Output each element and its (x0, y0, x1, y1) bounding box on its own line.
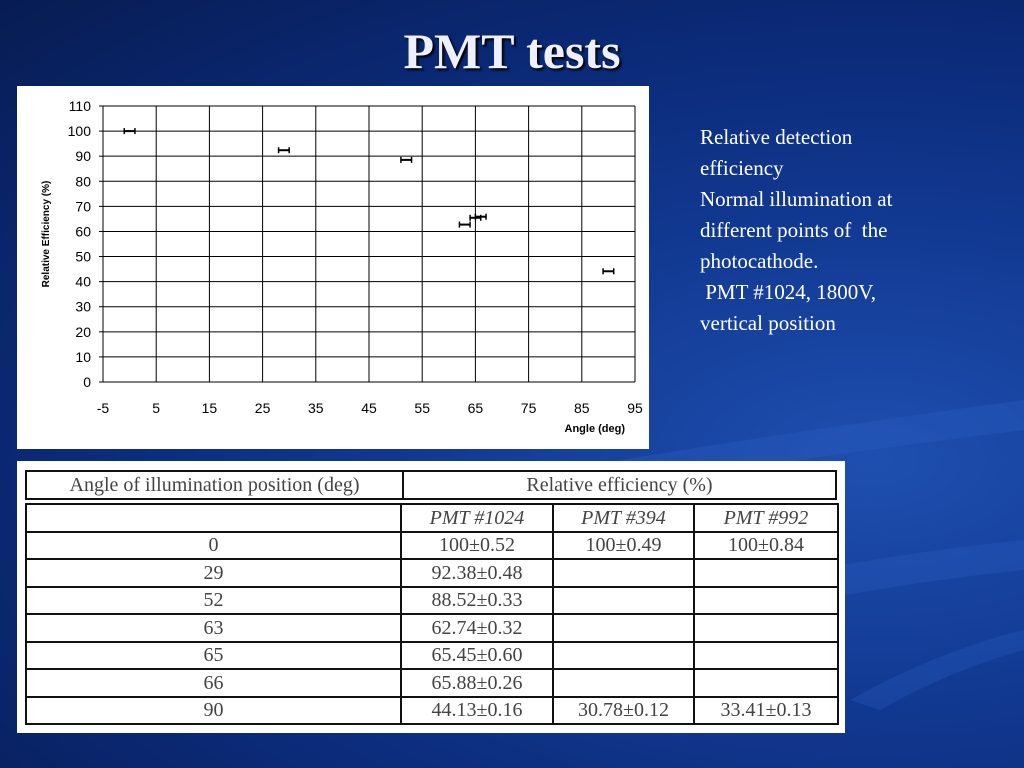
y-tick-label: 70 (75, 198, 91, 215)
table-cell: 44.13±0.16 (401, 697, 553, 725)
table-cell (553, 642, 694, 670)
table-cell (694, 587, 838, 615)
y-tick-label: 10 (75, 348, 91, 365)
table-cell: 88.52±0.33 (401, 587, 553, 615)
y-tick-label: 110 (68, 98, 91, 114)
x-axis-label: Angle (deg) (564, 423, 625, 435)
description-line: Normal illumination at (700, 187, 893, 211)
chart-panel (17, 86, 649, 449)
y-tick-label: 50 (75, 248, 91, 265)
y-tick-label: 30 (75, 298, 91, 315)
table-cell: 30.78±0.12 (553, 697, 694, 725)
y-tick-label: 80 (75, 173, 91, 190)
table-cell: 63 (26, 614, 401, 642)
y-tick-label: 90 (75, 148, 91, 165)
slide-title: PMT tests (403, 23, 621, 79)
table-cell: 92.38±0.48 (401, 559, 553, 587)
results-table-panel (17, 461, 845, 733)
table-cell: 65.45±0.60 (401, 642, 553, 670)
description-line: Relative detection (700, 125, 853, 149)
x-tick-label: 45 (361, 400, 377, 416)
description-line: vertical position (700, 311, 836, 335)
x-tick-label: -5 (96, 400, 110, 416)
table-cell (553, 614, 694, 642)
description-line: efficiency (700, 156, 784, 180)
efficiency-chart (17, 86, 649, 449)
table-cell: 90 (26, 697, 401, 725)
table-cell: 65 (26, 642, 401, 670)
x-tick-label: 95 (627, 400, 643, 416)
table-cell: 100±0.49 (553, 532, 694, 560)
table-cell: PMT #1024 (401, 504, 553, 532)
table-row (26, 642, 838, 670)
description-text (700, 122, 960, 339)
table-cell: PMT #992 (694, 504, 838, 532)
description-line: PMT #1024, 1800V, (700, 280, 877, 304)
x-tick-label: 15 (201, 400, 218, 416)
table-row (26, 669, 838, 697)
table-row (26, 532, 838, 560)
header-efficiency: Relative efficiency (%) (403, 471, 836, 499)
table-cell (694, 642, 838, 670)
x-tick-label: 35 (308, 400, 324, 416)
y-tick-label: 0 (83, 374, 91, 390)
table-cell (26, 504, 401, 532)
description-line: photocathode. (700, 249, 819, 273)
table-cell (553, 669, 694, 697)
x-tick-label: 55 (414, 400, 430, 416)
table-cell: 0 (26, 532, 401, 560)
x-tick-label: 75 (520, 400, 537, 416)
table-cell: 52 (26, 587, 401, 615)
table-cell: 65.88±0.26 (401, 669, 553, 697)
table-cell: 62.74±0.32 (401, 614, 553, 642)
table-cell: 33.41±0.13 (694, 697, 838, 725)
table-cell: 100±0.52 (401, 532, 553, 560)
y-tick-label: 40 (75, 273, 91, 290)
table-cell: 29 (26, 559, 401, 587)
table-row (26, 559, 838, 587)
table-row (26, 504, 838, 532)
table-cell (694, 669, 838, 697)
x-tick-label: 5 (152, 400, 161, 416)
table-cell (553, 587, 694, 615)
y-axis-label: Relative Efficiency (%) (41, 180, 52, 288)
table-cell: 66 (26, 669, 401, 697)
table-row (26, 614, 838, 642)
table-cell: 100±0.84 (694, 532, 838, 560)
table-row (26, 697, 838, 725)
table-row (26, 587, 838, 615)
table-cell (694, 559, 838, 587)
table-cell (694, 614, 838, 642)
header-angle: Angle of illumination position (deg) (26, 471, 403, 499)
x-tick-label: 25 (254, 400, 271, 416)
table-cell: PMT #394 (553, 504, 694, 532)
y-tick-label: 20 (75, 323, 91, 340)
table-cell (553, 559, 694, 587)
description-line: different points of the (700, 218, 888, 242)
x-tick-label: 85 (574, 400, 590, 416)
results-table (25, 503, 839, 725)
y-tick-label: 100 (67, 123, 91, 140)
y-tick-label: 60 (75, 223, 91, 240)
results-table-header (25, 470, 837, 500)
x-tick-label: 65 (467, 400, 484, 416)
